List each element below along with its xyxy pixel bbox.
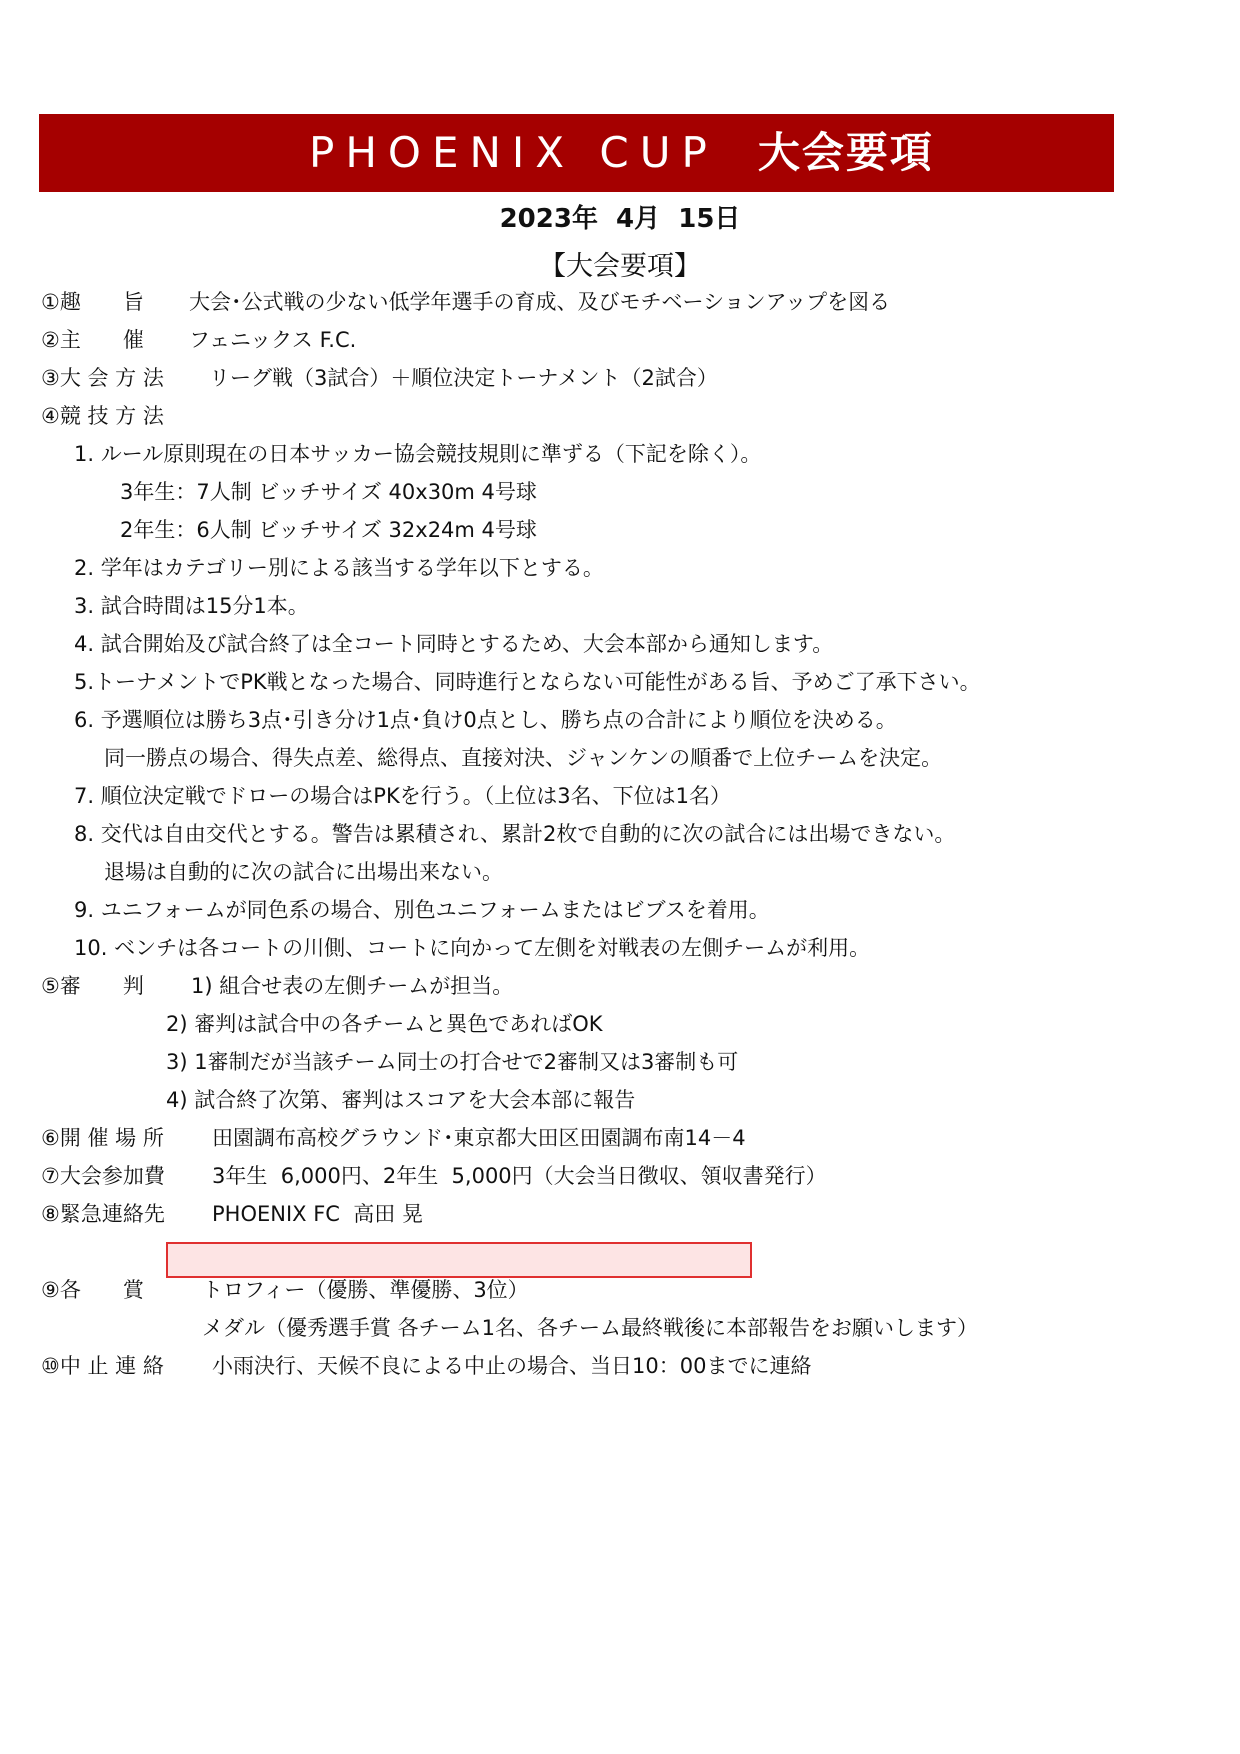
- item-label: ①趣 旨: [41, 290, 144, 314]
- rule-line: 7. 順位決定戦でドローの場合はPKを行う。（上位は3名、下位は1名）: [74, 784, 731, 808]
- item-value: 田園調布高校グラウンド･東京都大田区田園調布南14－4: [212, 1126, 746, 1150]
- item-host: [41, 325, 356, 355]
- item-format: [41, 363, 718, 393]
- rule-line: 10. ベンチは各コートの川側、コートに向かって左側を対戦表の左側チームが利用。: [74, 936, 871, 960]
- rule-line: 8. 交代は自由交代とする。警告は累積され、累計2枚で自動的に次の試合には出場できない。: [74, 822, 956, 846]
- awards-line: メダル（優秀選手賞 各チーム1名、各チーム最終戦後に本部報告をお願いします）: [202, 1316, 979, 1340]
- referee-line: 3) 1審制だが当該チーム同士の打合せで2審制又は3審制も可: [166, 1050, 739, 1074]
- item-value: PHOENIX FC 高田 晃: [212, 1202, 423, 1226]
- item-value: トロフィー（優勝、準優勝、3位）: [202, 1278, 529, 1302]
- page-title: [309, 126, 934, 180]
- item-value: 大会･公式戦の少ない低学年選手の育成、及びモチベーションアップを図る: [189, 290, 891, 314]
- section-heading: 【大会要項】: [539, 251, 701, 282]
- rule-line: 4. 試合開始及び試合終了は全コート同時とするため、大会本部から通知します。: [74, 632, 834, 656]
- item-label: ③大 会 方 法: [41, 366, 164, 390]
- item-referee: [41, 971, 513, 1001]
- item-fee: [41, 1161, 827, 1191]
- item-rules-label: ④競 技 方 法: [41, 404, 164, 428]
- item-cancel: [41, 1351, 811, 1381]
- referee-line: 4) 試合終了次第、審判はスコアを大会本部に報告: [166, 1088, 636, 1112]
- item-awards: [41, 1275, 529, 1305]
- item-label: ②主 催: [41, 328, 144, 352]
- event-date: 2023年 4月 15日: [499, 204, 741, 234]
- rule-line: 6. 予選順位は勝ち3点･引き分け1点･負け0点とし、勝ち点の合計により順位を決める。: [74, 708, 897, 732]
- item-label: ⑦大会参加費: [41, 1164, 165, 1188]
- item-value: 3年生 6,000円、2年生 5,000円（大会当日徴収、領収書発行）: [212, 1164, 827, 1188]
- item-value: リーグ戦（3試合）＋順位決定トーナメント（2試合）: [209, 366, 718, 390]
- item-label: ⑧緊急連絡先: [41, 1202, 165, 1226]
- item-label: ⑩中 止 連 絡: [41, 1354, 164, 1378]
- rule-line: 2. 学年はカテゴリー別による該当する学年以下とする。: [74, 556, 604, 580]
- rule-line: 9. ユニフォームが同色系の場合、別色ユニフォームまたはビブスを着用。: [74, 898, 770, 922]
- title-japanese: 大会要項: [757, 128, 934, 177]
- item-label: ⑥開 催 場 所: [41, 1126, 164, 1150]
- item-value: 小雨決行、天候不良による中止の場合、当日10：00までに連絡: [212, 1354, 812, 1378]
- rule-line: 1. ルール原則現在の日本サッカー協会競技規則に準ずる（下記を除く）。: [74, 442, 762, 466]
- rule-line: 退場は自動的に次の試合に出場出来ない。: [104, 860, 503, 884]
- item-label: ⑤審 判: [41, 974, 144, 998]
- rule-line: 3年生：7人制 ビッチサイズ 40x30m 4号球: [120, 480, 537, 504]
- item-purpose: [41, 287, 890, 317]
- rule-line: 5.トーナメントでPK戦となった場合、同時進行とならない可能性がある旨、予めご了承下さい。: [74, 670, 981, 694]
- item-label: ⑨各 賞: [41, 1278, 144, 1302]
- rule-line: 2年生：6人制 ビッチサイズ 32x24m 4号球: [120, 518, 537, 542]
- title-banner: [39, 114, 1114, 192]
- title-latin: PHOENIX CUP: [309, 128, 718, 177]
- redacted-phone-box: [166, 1242, 752, 1278]
- item-venue: [41, 1123, 746, 1153]
- rule-line: 同一勝点の場合、得失点差、総得点、直接対決、ジャンケンの順番で上位チームを決定。: [104, 746, 943, 770]
- item-value: フェニックス F.C.: [189, 328, 357, 352]
- referee-line: 2) 審判は試合中の各チームと異色であればOK: [166, 1012, 603, 1036]
- item-value: 1) 組合せ表の左側チームが担当。: [191, 974, 514, 998]
- rule-line: 3. 試合時間は15分1本。: [74, 594, 309, 618]
- item-contact: [41, 1199, 423, 1229]
